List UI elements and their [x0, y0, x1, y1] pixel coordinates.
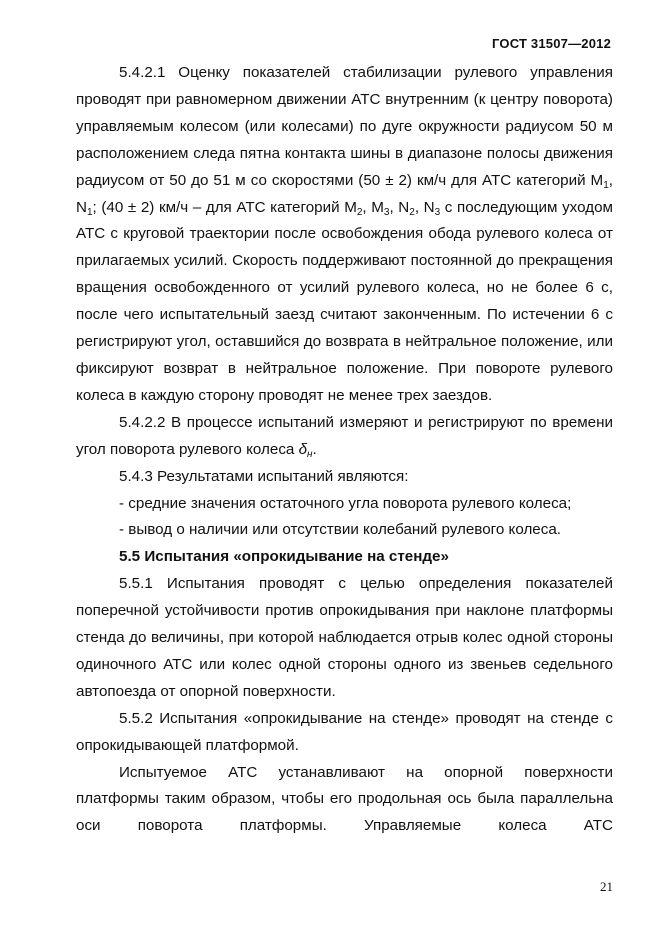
- category-n2: $N_2$: [398, 198, 415, 218]
- paragraph-vehicle-placement: Испытуемое АТС устанавливают на опорной поверхности платформы таким образом, чтобы его продольная ось была параллельна оси поворота платформы. Управляемые колеса АТС: [76, 763, 613, 835]
- page-body: [76, 60, 613, 840]
- paragraph-5-4-2-2: 5.4.2.2 В процессе испытаний измеряют и регистрируют по времени угол поворота рулевого колеса $\delta_н$.: [76, 413, 613, 460]
- list-item: - средние значения остаточного угла поворота рулевого колеса;: [119, 494, 572, 512]
- paragraph-5-4-2-1: 5.4.2.1 Оценку показателей стабилизации рулевого управления проводят при равномерном движении АТС внутренним (к центру поворота) управляемым колесом (или колесами) по дуге окружности радиусом 50 м расположением следа пятна контакта шины в диапазоне полосы движения радиусом от 50 до 51 м со скоростями (50 ± 2) км/ч для АТС категорий $M_1$, $N_1$; (40 ± 2) км/ч – для АТС категорий $M_2$, $M_3$, $N_2$, $N_3$ с последующим уходом АТС с круговой траектории после освобождения обода рулевого колеса от прилагаемых усилий. Скорость поддерживают постоянной до прекращения вращения освобожденного от усилий рулевого колеса, но не более 6 с, после чего испытательный заезд считают законченным. По истечении 6 с регистрируют угол, оставшийся до возврата в нейтральное положение, или фиксируют возврат в нейтральное положение. При повороте рулевого колеса в каждую сторону проводят не менее трех заездов.: [76, 64, 613, 404]
- list-item: - вывод о наличии или отсутствии колебаний рулевого колеса.: [119, 521, 562, 539]
- paragraph-text: 5.4.2.1 Оценку показателей стабилизации рулевого управления проводят при равномерном движении АТС внутренним (к центру поворота) управляемым колесом (или колесами) по дуге окружности радиусом 50 м расположением следа пятна контакта шины в диапазоне полосы движения радиусом от 50 до 51 м со скоростями (50 ± 2) км/ч для АТС категорий: [76, 64, 613, 189]
- paragraph-5-5-1: 5.5.1 Испытания проводят с целью определения показателей поперечной устойчивости против опрокидывания при наклоне платформы стенда до величины, при которой наблюдается отрыв колес одной стороны одиночного АТС или колес одной стороны одного из звеньев седельного автопоезда от опорной поверхности.: [76, 575, 613, 700]
- category-n3: $N_3$: [423, 198, 441, 218]
- paragraph-text-tail: с последующим уходом АТС с круговой траектории после освобождения обода рулевого колеса от прилагаемых усилий. Скорость поддерживают постоянной до прекращения вращения освобожденного от усилий рулевого колеса, но не более 6 с, после чего испытательный заезд считают законченным. По истечении 6 с регистрируют угол, оставшийся до возврата в нейтральное положение, или фиксируют возврат в нейтральное положение. При повороте рулевого колеса в каждую сторону проводят не менее трех заездов.: [76, 198, 613, 404]
- category-m3: $M_3$: [371, 198, 390, 218]
- paragraph-text-mid: ; (40 ± 2) км/ч – для АТС категорий: [92, 198, 345, 216]
- document-header: [492, 36, 611, 51]
- paragraph-5-5-2: 5.5.2 Испытания «опрокидывание на стенде» проводят на стенде с опрокидывающей платформой.: [76, 709, 613, 754]
- paragraph-5-4-3: 5.4.3 Результатами испытаний являются:: [119, 467, 409, 485]
- category-m1: $M_1$: [590, 171, 609, 191]
- category-n1: $N_1$: [76, 198, 93, 218]
- paragraph-text: 5.4.2.2 В процессе испытаний измеряют и регистрируют по времени угол поворота рулевого колеса: [76, 413, 613, 458]
- standard-number: ГОСТ 31507—2012: [492, 36, 611, 51]
- category-m2: $M_2$: [344, 198, 363, 218]
- section-heading-5-5: 5.5 Испытания «опрокидывание на стенде»: [119, 548, 449, 566]
- page-number: 21: [600, 879, 613, 894]
- steering-angle-symbol: $\delta_н$: [298, 440, 313, 460]
